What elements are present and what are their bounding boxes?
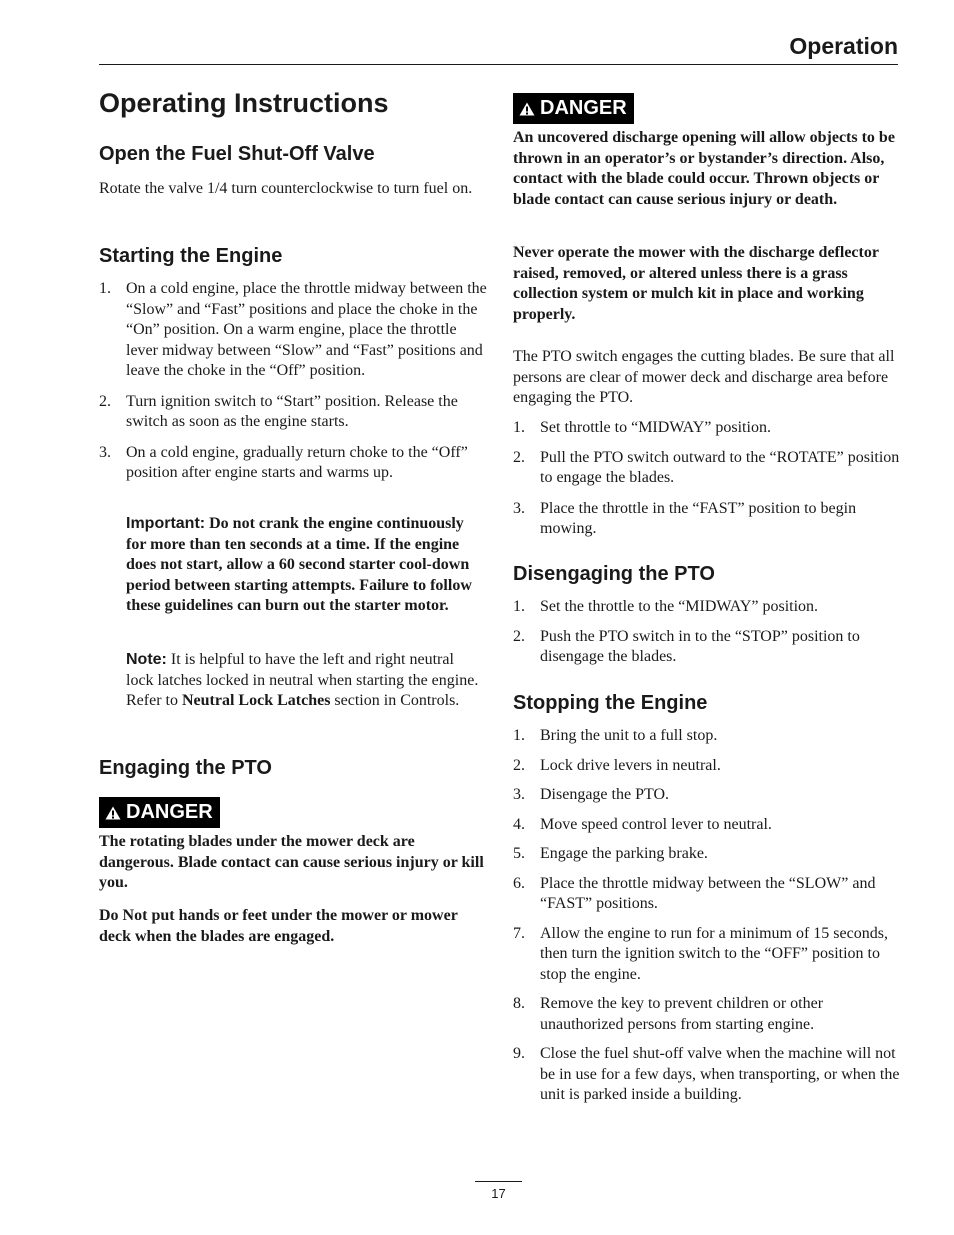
step-number: 2. xyxy=(513,448,525,466)
engaging-steps xyxy=(513,418,905,540)
step-text: Place the throttle midway between the “SLOW” and “FAST” positions. xyxy=(540,874,876,912)
step-number: 3. xyxy=(99,443,111,461)
step-text: Engage the parking brake. xyxy=(540,845,708,862)
header-divider xyxy=(99,64,898,65)
note-label: Note: xyxy=(126,651,167,668)
note-text-end: section in Controls. xyxy=(334,692,460,709)
step-text: Set throttle to “MIDWAY” position. xyxy=(540,419,771,436)
danger-text: Never operate the mower with the discharge deflector raised, removed, or altered unless there is a grass collection system or mulch kit in place and working properly. xyxy=(513,244,879,323)
fuel-valve-heading: Open the Fuel Shut-Off Valve xyxy=(99,143,375,165)
list-item xyxy=(99,279,487,382)
page-title: Operating Instructions xyxy=(99,88,389,118)
engaging-heading: Engaging the PTO xyxy=(99,757,272,779)
list-item xyxy=(513,874,905,915)
list-item xyxy=(513,627,905,668)
list-item xyxy=(513,499,905,540)
step-number: 2. xyxy=(99,392,111,410)
list-item xyxy=(513,815,905,836)
step-text: Push the PTO switch in to the “STOP” position to disengage the blades. xyxy=(540,627,860,665)
step-number: 1. xyxy=(513,727,525,744)
step-text: Remove the key to prevent children or other unauthorized persons from starting engine. xyxy=(540,995,824,1033)
danger-text: Do Not put hands or feet under the mower or mower deck when the blades are engaged. xyxy=(99,907,458,945)
step-text: Set the throttle to the “MIDWAY” position. xyxy=(540,598,819,615)
pto-intro: The PTO switch engages the cutting blades. Be sure that all persons are clear of mower deck and discharge area before engaging the PTO. xyxy=(513,348,895,406)
list-item xyxy=(513,785,905,806)
fuel-valve-text: Rotate the valve 1/4 turn counterclockwise to turn fuel on. xyxy=(99,180,473,197)
footer-divider xyxy=(475,1181,522,1182)
important-text: Do not crank the engine continuously for more than ten seconds at a time. If the engine does not start, allow a 60 second starter cool-down period between starting attempts. Failure to follow these guidelines can burn out the starter motor. xyxy=(126,515,472,614)
starting-steps xyxy=(99,279,487,484)
step-text: Close the fuel shut-off valve when the machine will not be in use for a few days, when transporting, or when the unit is parked inside a building. xyxy=(540,1045,900,1103)
step-number: 1. xyxy=(513,419,525,436)
danger-label: DANGER xyxy=(126,801,213,823)
list-item xyxy=(513,994,905,1035)
list-item xyxy=(513,726,905,747)
warning-icon xyxy=(519,102,535,116)
step-number: 7. xyxy=(513,924,525,942)
note-reference: Neutral Lock Latches xyxy=(181,692,331,709)
important-label: Important: xyxy=(126,515,206,532)
danger-badge xyxy=(513,93,634,124)
step-text: Lock drive levers in neutral. xyxy=(540,756,721,774)
list-item xyxy=(513,418,905,439)
warning-icon xyxy=(105,806,121,820)
step-text: On a cold engine, gradually return choke to the “Off” position after engine starts and warms up. xyxy=(126,443,468,481)
list-item xyxy=(99,392,487,433)
step-number: 5. xyxy=(513,845,525,862)
step-number: 6. xyxy=(513,874,525,892)
step-text: Turn ignition switch to “Start” position. Release the switch as soon as the engine starts. xyxy=(126,392,458,430)
step-number: 8. xyxy=(513,995,525,1012)
starting-heading: Starting the Engine xyxy=(99,245,283,267)
important-note xyxy=(126,514,482,617)
disengaging-heading: Disengaging the PTO xyxy=(513,563,715,585)
list-item xyxy=(513,448,905,489)
stopping-steps xyxy=(513,726,905,1106)
list-item xyxy=(513,756,905,777)
danger-badge xyxy=(99,797,220,828)
note-text: It is helpful to have the left and right neutral lock latches locked in neutral when starting the engine. Refer to xyxy=(126,651,479,709)
step-text: Place the throttle in the “FAST” position to begin mowing. xyxy=(540,499,857,537)
step-text: Move speed control lever to neutral. xyxy=(540,815,772,833)
danger-label: DANGER xyxy=(540,97,627,119)
list-item xyxy=(513,844,905,865)
step-text: Pull the PTO switch outward to the “ROTATE” position to engage the blades. xyxy=(540,448,900,486)
step-number: 9. xyxy=(513,1045,525,1062)
step-text: Allow the engine to run for a minimum of 15 seconds, then turn the ignition switch to the “OFF” position to stop the engine. xyxy=(540,924,888,983)
step-number: 2. xyxy=(513,756,525,774)
step-text: Disengage the PTO. xyxy=(540,786,670,803)
step-text: On a cold engine, place the throttle midway between the “Slow” and “Fast” positions and place the choke in the “On” position. On a warm engine, place the throttle lever midway between “Slow” and “Fast” positions and leave the choke in the “Off” position. xyxy=(126,280,487,379)
step-number: 3. xyxy=(513,499,525,517)
stopping-heading: Stopping the Engine xyxy=(513,692,708,714)
step-text: Bring the unit to a full stop. xyxy=(540,727,718,744)
danger-text: An uncovered discharge opening will allow objects to be thrown in an operator’s or bystander’s direction. Also, contact with the blade could occur. Thrown objects or blade contact can cause serious injury or death. xyxy=(513,129,895,208)
disengaging-steps xyxy=(513,597,905,668)
list-item xyxy=(513,597,905,618)
step-number: 2. xyxy=(513,627,525,645)
list-item xyxy=(513,924,905,986)
note xyxy=(126,650,482,712)
section-title: Operation xyxy=(789,33,898,59)
list-item xyxy=(513,1044,905,1106)
list-item xyxy=(99,443,487,484)
danger-text: The rotating blades under the mower deck are dangerous. Blade contact can cause serious injury or kill you. xyxy=(99,833,484,891)
step-number: 1. xyxy=(99,280,111,297)
step-number: 1. xyxy=(513,598,525,615)
step-number: 3. xyxy=(513,786,525,803)
page-number: 17 xyxy=(491,1186,506,1201)
step-number: 4. xyxy=(513,815,525,833)
